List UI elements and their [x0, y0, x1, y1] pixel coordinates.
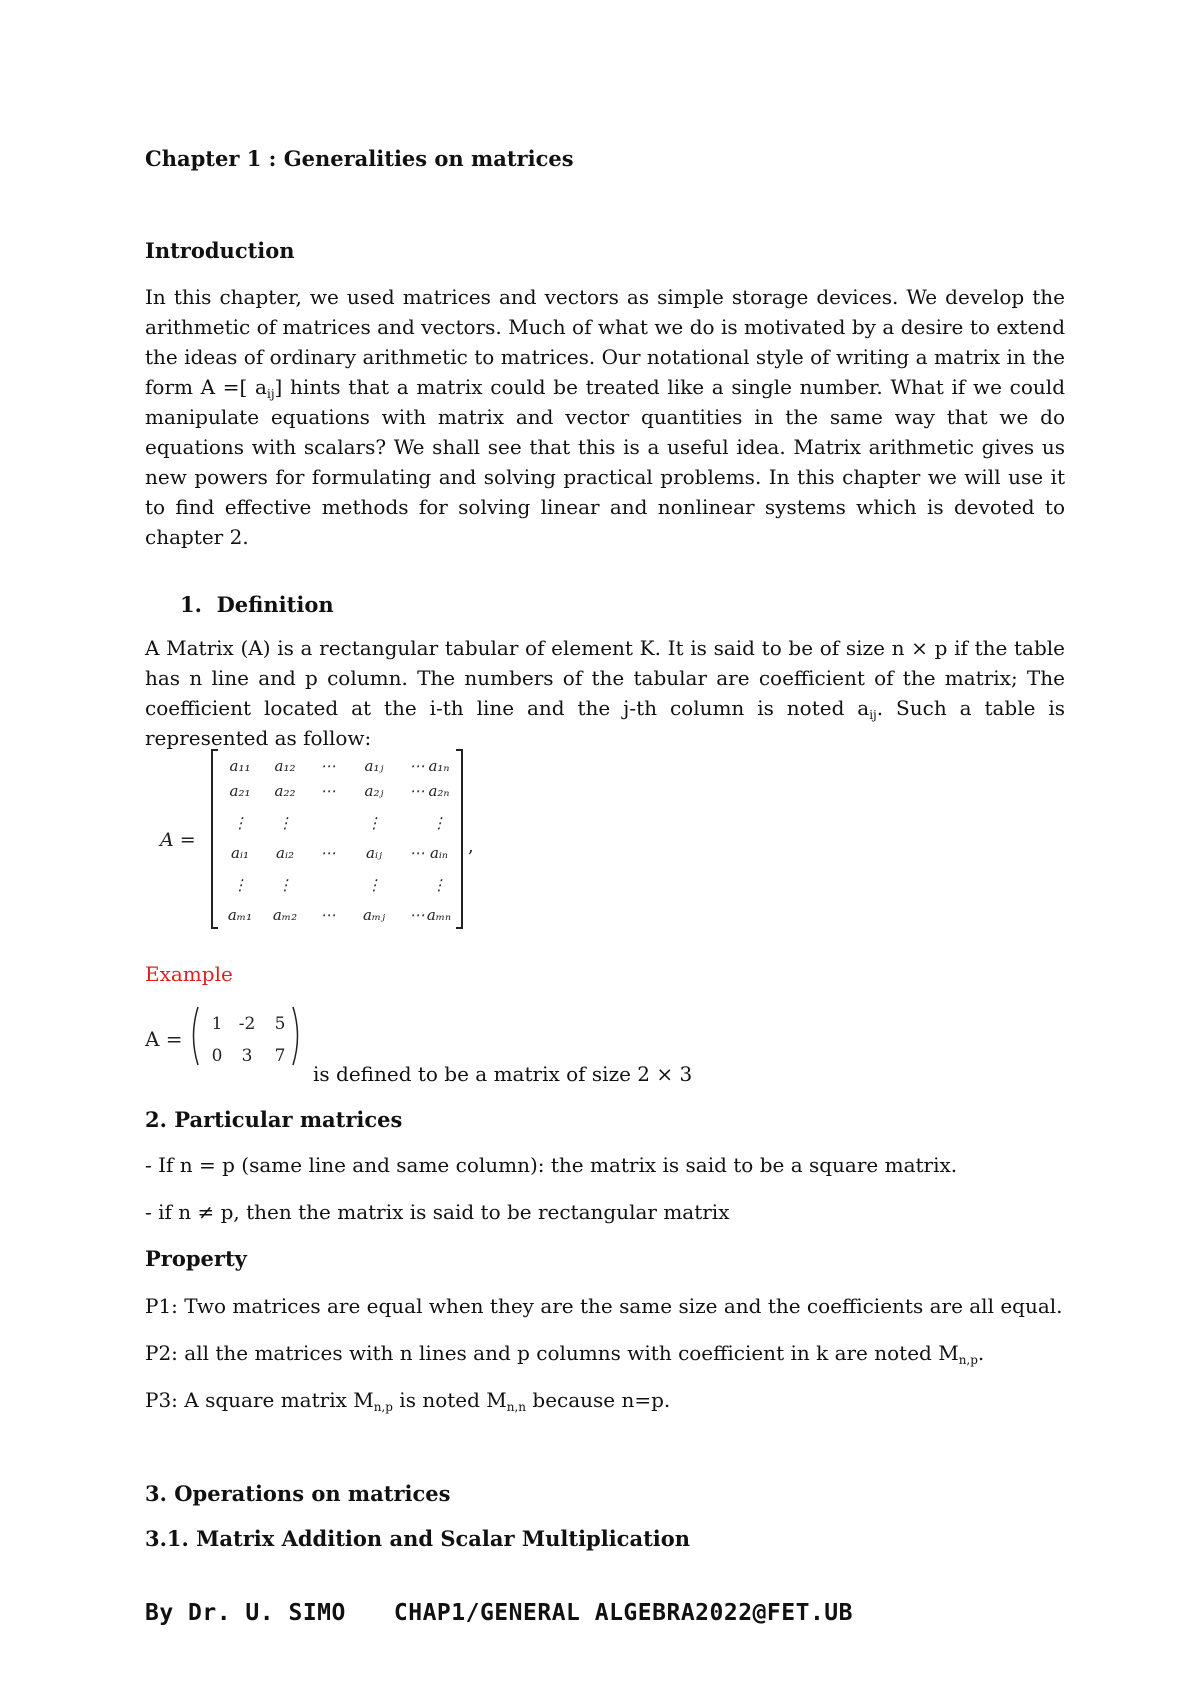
example-matrix-cell-r2-c2: 3	[241, 1046, 253, 1066]
example-matrix-cell-r2-c3: 7	[274, 1046, 286, 1066]
general-matrix-cell-r2-c1: a₂₁	[229, 782, 251, 800]
particular-matrices-heading: 2. Particular matrices	[145, 1107, 403, 1132]
general-matrix-cell-r2-c6: a₂ₙ	[428, 782, 450, 800]
rectangular-matrix-item: - if n ≠ p, then the matrix is said to be rectangular matrix	[145, 1200, 730, 1224]
square-matrix-item: - If n = p (same line and same column): the matrix is said to be a square matrix.	[145, 1153, 958, 1177]
example-matrix-lhs: A =	[145, 1027, 183, 1051]
general-matrix-cell-r2-c2: a₂₂	[274, 782, 296, 800]
footer-author: By Dr. U. SIMO	[145, 1600, 346, 1626]
general-matrix-cell-r3-c1: ⋮	[232, 814, 248, 832]
general-matrix-cell-r6-c1: aₘ₁	[227, 906, 253, 924]
example-matrix-cells	[212, 1014, 286, 1066]
example-left-paren	[194, 1007, 199, 1065]
example-matrix-cell-r1-c1: 1	[211, 1014, 223, 1034]
chapter-title: Chapter 1 : Generalities on matrices	[145, 146, 574, 171]
example-matrix-cell-r1-c3: 5	[274, 1014, 286, 1034]
example-matrix-cell-r2-c1: 0	[211, 1046, 223, 1066]
general-matrix-cell-r3-c2: ⋮	[277, 814, 293, 832]
property-p3: P3: A square matrix $M_{n,p}$ is noted $M_{n,n}$ because n=p.	[145, 1388, 671, 1414]
general-matrix-lhs: A =	[160, 829, 196, 851]
general-matrix-cell-r4-c4: aᵢⱼ	[366, 844, 382, 862]
footer-course: CHAP1/GENERAL ALGEBRA2022@FET.UB	[393, 1600, 853, 1626]
general-matrix-cell-r6-c6: aₘₙ	[426, 906, 452, 924]
general-matrix-cell-r1-c6: a₁ₙ	[428, 757, 450, 775]
property-p1: P1: Two matrices are equal when they are the same size and the coefficients are all equal.	[145, 1294, 1063, 1318]
general-matrix-left-bracket	[212, 750, 218, 928]
general-matrix-cell-r4-c1: aᵢ₁	[231, 844, 249, 862]
addition-scalar-heading: 3.1. Matrix Addition and Scalar Multiplication	[145, 1526, 691, 1551]
general-matrix-cell-r6-c3: ⋯	[320, 906, 336, 924]
general-matrix-cell-r6-c4: aₘⱼ	[362, 906, 386, 924]
general-matrix-cell-r1-c2: a₁₂	[274, 757, 296, 775]
definition-heading: 1. Definition	[180, 592, 334, 617]
general-matrix-cell-r5-c6: ⋮	[431, 876, 447, 894]
general-matrix-cell-r4-c6: aᵢₙ	[429, 844, 449, 862]
general-matrix-cell-r1-c5: ⋯	[409, 757, 425, 775]
operations-heading: 3. Operations on matrices	[145, 1481, 451, 1506]
general-matrix-cell-r5-c1: ⋮	[232, 876, 248, 894]
general-matrix-right-bracket	[456, 750, 462, 928]
general-matrix-cell-r5-c2: ⋮	[277, 876, 293, 894]
general-matrix-comma: ,	[468, 836, 474, 857]
general-matrix-cell-r3-c4: ⋮	[366, 814, 382, 832]
introduction-heading: Introduction	[145, 238, 295, 263]
general-matrix-cell-r5-c4: ⋮	[366, 876, 382, 894]
general-matrix-cell-r6-c5: ⋯	[409, 906, 425, 924]
property-p2: P2: all the matrices with n lines and p columns with coefficient in k are noted $M_{n,p}$.	[145, 1341, 985, 1367]
property-heading: Property	[145, 1246, 247, 1271]
general-matrix-cells	[228, 757, 451, 924]
general-matrix-cell-r2-c3: ⋯	[320, 782, 336, 800]
general-matrix-cell-r4-c3: ⋯	[320, 844, 336, 862]
general-matrix-cell-r4-c5: ⋯	[409, 844, 425, 862]
example-matrix-cell-r1-c2: -2	[238, 1014, 256, 1034]
introduction-paragraph: In this chapter, we used matrices and vectors as simple storage devices. We develop the arithmetic of matrices and vectors. Much of what we do is motivated by a desire to extend the ideas of ordinary arithmetic to matrices. Our notational style of writing a matrix in the form A =[ $a_{ij}$] hints that a matrix could be treated like a single number. What if we could manipulate equations with matrix and vector quantities in the same way that we do equations with scalars? We shall see that this is a useful idea. Matrix arithmetic gives us new powers for formulating and solving practical problems. In this chapter we will use it to find effective methods for solving linear and nonlinear systems which is devoted to chapter 2.	[145, 285, 1066, 549]
general-matrix-figure	[158, 744, 498, 940]
example-right-paren	[293, 1007, 298, 1065]
definition-paragraph: A Matrix (A) is a rectangular tabular of element K. It is said to be of size n × p if the table has n line and p column. The numbers of the tabular are coefficient of the matrix; The coefficient located at the i-th line and the j-th column is noted $a_{ij}$. Such a table is represented as follow:	[145, 636, 1065, 750]
general-matrix-cell-r1-c3: ⋯	[320, 757, 336, 775]
general-matrix-cell-r1-c4: a₁ⱼ	[364, 757, 384, 775]
example-label: Example	[145, 962, 233, 986]
general-matrix-cell-r2-c4: a₂ⱼ	[364, 782, 384, 800]
example-description: is defined to be a matrix of size 2 × 3	[313, 1062, 693, 1086]
general-matrix-cell-r6-c2: aₘ₂	[272, 906, 298, 924]
page-footer	[145, 1600, 853, 1626]
example-matrix-figure	[145, 1004, 305, 1068]
general-matrix-cell-r2-c5: ⋯	[409, 782, 425, 800]
general-matrix-cell-r1-c1: a₁₁	[229, 757, 251, 775]
general-matrix-cell-r3-c6: ⋮	[431, 814, 447, 832]
general-matrix-cell-r4-c2: aᵢ₂	[276, 844, 294, 862]
